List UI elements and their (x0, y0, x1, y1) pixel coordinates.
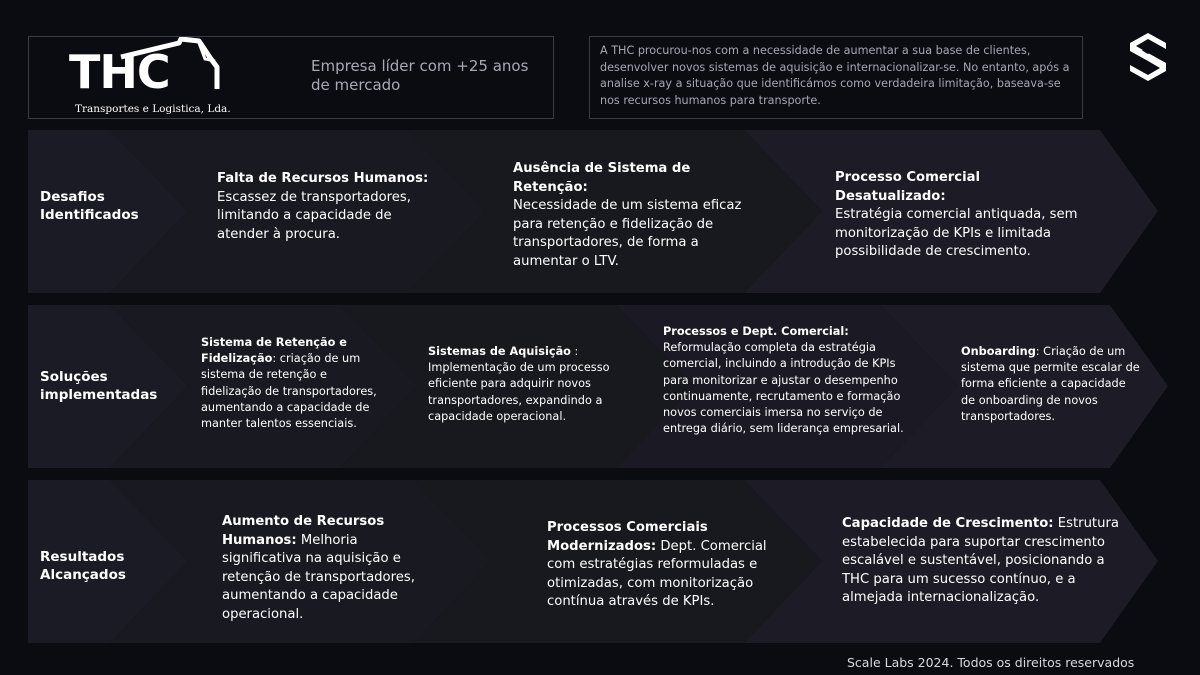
challenge-item: Ausência de Sistema de Retenção: Necessidade de um sistema eficaz para retenção e fidelização de transportadores, de forma a aumentar o LTV. (513, 161, 742, 269)
solution-item: Onboarding: Criação de um sistema que permite escalar de forma eficiente a capacidade de onboarding de novos transportadores. (961, 345, 1140, 423)
row-solucoes (28, 305, 1178, 468)
solution-item: Sistema de Retenção e Fidelização: criação de um sistema de retenção e fidelização de transportadores, aumentando a capacidade de manter talentos essenciais. (201, 336, 377, 431)
logo-text: THC (69, 45, 170, 99)
solution-item: Sistemas de Aquisição : Implementação de um processo eficiente para adquirir novos transportadores, expandindo a capacidade operacional. (428, 345, 610, 423)
row-label: Resultados Alcançados (40, 549, 126, 583)
tagline: Empresa líder com +25 anos de mercado (311, 57, 529, 94)
intro-text: A THC procurou-nos com a necessidade de aumentar a sua base de clientes, desenvolver novos sistemas de aquisição e internacionalizar-se. No entanto, após a analise x-ray a situação que identificámos como verdadeira limitação, baseava-se nos recursos humanos para transporte. (600, 44, 1070, 107)
row-resultados (28, 480, 1178, 643)
challenge-item: Falta de Recursos Humanos: Escassez de transportadores, limitando a capacidade de atender à procura. (217, 171, 429, 242)
company-header (28, 36, 554, 119)
logo-subtitle: Transportes e Logistica, Lda. (75, 103, 231, 115)
challenge-item: Processo Comercial Desatualizado: Estratégia comercial antiquada, sem monitorização de KPIs e limitada possibilidade de crescimento. (835, 170, 1078, 259)
footer-copyright: Scale Labs 2024. Todos os direitos reservados (847, 655, 1135, 670)
solution-item: Processos e Dept. Comercial: Reformulação completa da estratégia comercial, incluindo a introdução de KPIs para monitorizar e ajustar o desempenho continuamente, recrutamento e formação novos comerciais imersa no serviço de entrega diário, sem liderança empresarial. (663, 325, 904, 436)
result-item: Processos Comerciais Modernizados: Dept. Comercial com estratégias reformuladas e otimizadas, com monitorização contínua através de KPIs. (547, 520, 767, 609)
row-label: Soluções implementadas (40, 369, 158, 403)
row-desafios (28, 130, 1178, 293)
result-item: Aumento de Recursos Humanos: Melhoria significativa na aquisição e retenção de transportadores, aumentando a capacidade operacional. (222, 514, 415, 622)
row-label: Desafios Identificados (40, 189, 139, 223)
result-item: Capacidade de Crescimento: Estrutura estabelecida para suportar crescimento escalável e sustentável, posicionando a THC para um sucesso contínuo, e a almejada internacionalização. (842, 516, 1119, 605)
intro-box (589, 36, 1083, 119)
scale-labs-logo-icon (1128, 33, 1168, 81)
